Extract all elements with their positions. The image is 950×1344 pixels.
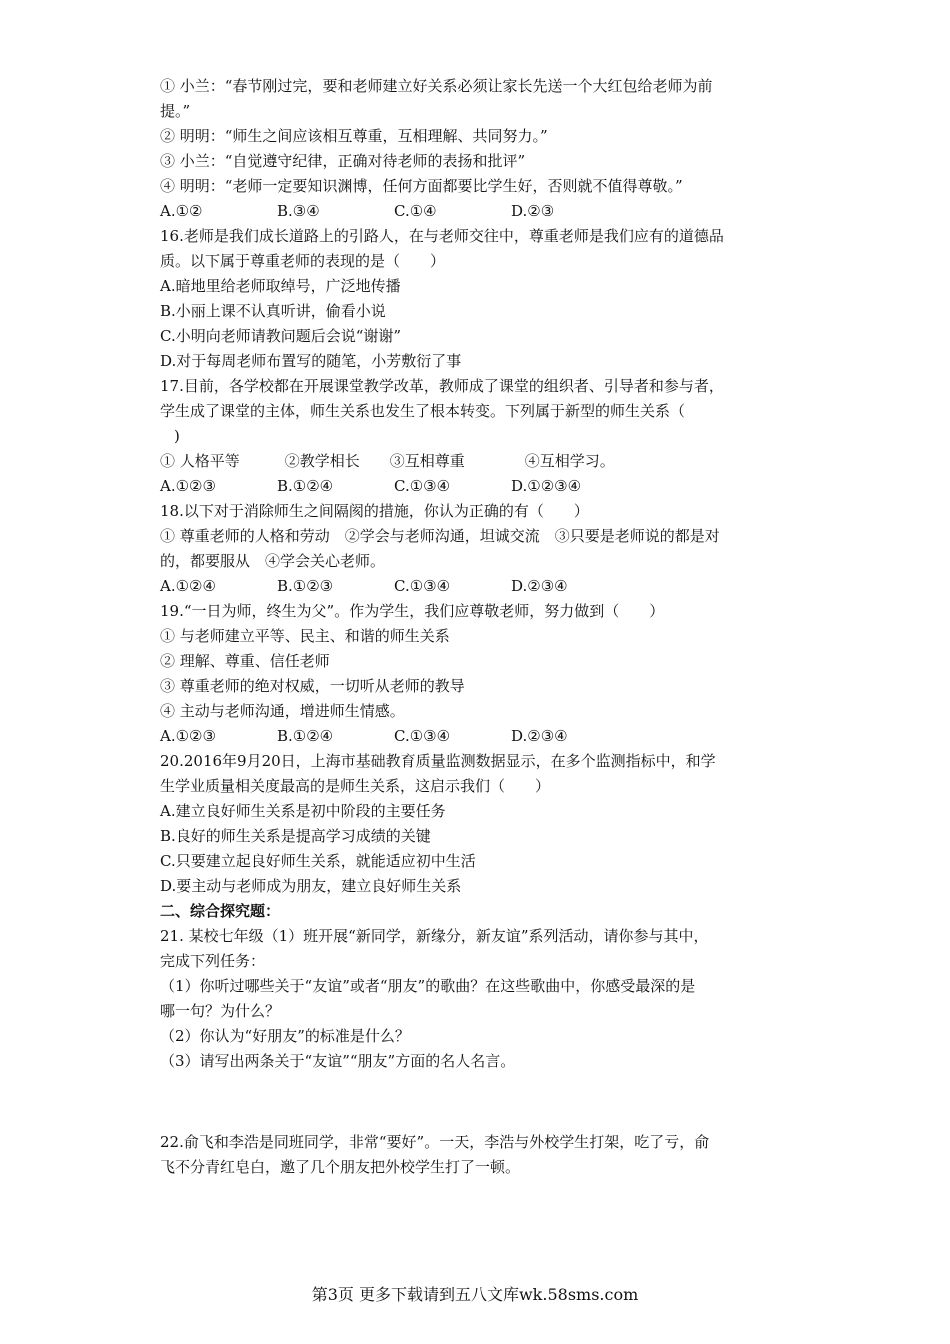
- q18-option-c: C.①③④: [394, 577, 451, 595]
- q18-option-d: D.②③④: [511, 577, 568, 595]
- q16-stem: 16.老师是我们成长道路上的引路人，在与老师交往中，尊重老师是我们应有的道德品: [160, 227, 724, 245]
- q20-option-d: D.要主动与老师成为朋友，建立良好师生关系: [160, 877, 462, 895]
- q15-option-c: C.①④: [394, 202, 437, 220]
- q20-option-c: C.只要建立起良好师生关系，就能适应初中生活: [160, 852, 476, 870]
- q15-option-a: A.①②: [160, 202, 203, 220]
- q19-option-c: C.①③④: [394, 727, 451, 745]
- q15-statement-2: ② 明明：“师生之间应该相互尊重，互相理解、共同努力。”: [160, 127, 548, 145]
- q19-statement-2: ② 理解、尊重、信任老师: [160, 652, 330, 670]
- q16-option-c: C.小明向老师请教问题后会说“谢谢”: [160, 327, 402, 345]
- q19-option-b: B.①②④: [277, 727, 334, 745]
- q20-stem: 20.2016年9月20日，上海市基础教育质量监测数据显示，在多个监测指标中，和学: [160, 752, 716, 770]
- q20-option-a: A.建立良好师生关系是初中阶段的主要任务: [160, 802, 446, 820]
- q22-stem-cont: 飞不分青红皂白，邀了几个朋友把外校学生打了一顿。: [160, 1158, 521, 1176]
- q17-options: [160, 474, 800, 499]
- section-heading: 二、综合探究题：: [160, 902, 281, 920]
- answer-space: [160, 1074, 800, 1130]
- q17-items: ① 人格平等 ②教学相长 ③互相尊重 ④互相学习。: [160, 452, 615, 470]
- q19-statement-4: ④ 主动与老师沟通，增进师生情感。: [160, 702, 405, 720]
- q21-part-3: （3）请写出两条关于“友谊”“朋友”方面的名人名言。: [160, 1052, 516, 1070]
- q19-statement-1: ① 与老师建立平等、民主、和谐的师生关系: [160, 627, 450, 645]
- q19-stem: 19.“一日为师，终生为父”。作为学生，我们应尊敬老师，努力做到（ ）: [160, 602, 665, 620]
- q18-stem: 18.以下对于消除师生之间隔阂的措施，你认为正确的有（ ）: [160, 502, 589, 520]
- q16-option-b: B.小丽上课不认真听讲，偷看小说: [160, 302, 386, 320]
- q17-option-c: C.①③④: [394, 477, 451, 495]
- q17-stem-close: ): [174, 427, 180, 445]
- q17-stem: 17.目前，各学校都在开展课堂教学改革，教师成了课堂的组织者、引导者和参与者，: [160, 377, 724, 395]
- q21-stem: 21. 某校七年级（1）班开展“新同学，新缘分，新友谊”系列活动，请你参与其中，: [160, 927, 709, 945]
- q19-options: [160, 724, 800, 749]
- q17-stem-cont: 学生成了课堂的主体，师生关系也发生了根本转变。下列属于新型的师生关系（: [160, 402, 686, 420]
- q18-option-a: A.①②④: [160, 577, 216, 595]
- q21-part-1-cont: 哪一句？为什么？: [160, 1002, 281, 1020]
- q18-items: ① 尊重老师的人格和劳动 ②学会与老师沟通，坦诚交流 ③只要是老师说的都是对: [160, 527, 720, 545]
- q16-option-d: D.对于每周老师布置写的随笔，小芳敷衍了事: [160, 352, 462, 370]
- q15-options: [160, 199, 800, 224]
- page-content: [160, 74, 800, 1180]
- q15-statement-4: ④ 明明：“老师一定要知识渊博，任何方面都要比学生好，否则就不值得尊敬。”: [160, 177, 683, 195]
- q18-items-cont: 的，都要服从 ④学会关心老师。: [160, 552, 386, 570]
- q15-option-b: B.③④: [277, 202, 320, 220]
- q15-statement-3: ③ 小兰：“自觉遵守纪律，正确对待老师的表扬和批评”: [160, 152, 526, 170]
- page-footer: 第3页 更多下载请到五八文库wk.58sms.com: [311, 1285, 639, 1304]
- q16-option-a: A.暗地里给老师取绰号，广泛地传播: [160, 277, 401, 295]
- q19-option-a: A.①②③: [160, 727, 216, 745]
- q21-part-2: （2）你认为“好朋友”的标准是什么？: [160, 1027, 410, 1045]
- q17-option-b: B.①②④: [277, 477, 334, 495]
- q22-stem: 22.俞飞和李浩是同班同学，非常“要好”。一天，李浩与外校学生打架，吃了亏，俞: [160, 1133, 710, 1151]
- q20-option-b: B.良好的师生关系是提高学习成绩的关键: [160, 827, 431, 845]
- q21-part-1: （1）你听过哪些关于“友谊”或者“朋友”的歌曲？在这些歌曲中，你感受最深的是: [160, 977, 696, 995]
- q18-options: [160, 574, 800, 599]
- q15-statement-1: ① 小兰：“春节刚过完，要和老师建立好关系必须让家长先送一个大红包给老师为前: [160, 77, 713, 95]
- q18-option-b: B.①②③: [277, 577, 334, 595]
- q16-stem-cont: 质。以下属于尊重老师的表现的是（ ）: [160, 252, 446, 270]
- q20-stem-cont: 生学业质量相关度最高的是师生关系，这启示我们（ ）: [160, 777, 551, 795]
- q21-stem-cont: 完成下列任务：: [160, 952, 266, 970]
- q19-statement-3: ③ 尊重老师的绝对权威，一切听从老师的教导: [160, 677, 465, 695]
- q15-option-d: D.②③: [511, 202, 555, 220]
- q19-option-d: D.②③④: [511, 727, 568, 745]
- q15-statement-1-cont: 提。”: [160, 102, 191, 120]
- q17-option-a: A.①②③: [160, 477, 216, 495]
- q17-option-d: D.①②③④: [511, 477, 582, 495]
